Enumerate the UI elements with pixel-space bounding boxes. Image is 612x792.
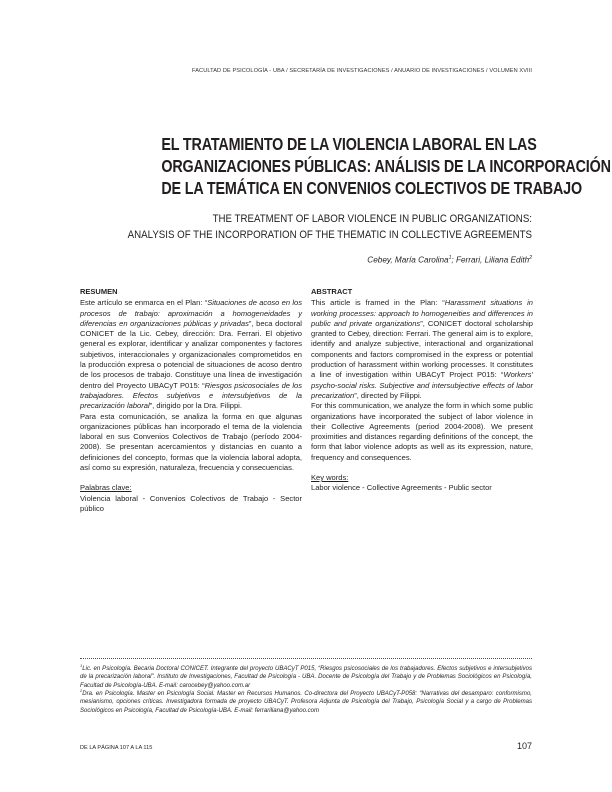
author-1-footnote-mark: 1 bbox=[448, 255, 452, 261]
author-2-footnote-mark: 2 bbox=[529, 255, 532, 261]
key-words: Labor violence - Collective Agreements - Public sector bbox=[311, 483, 492, 493]
title-en-line-2: ANALYSIS OF THE INCORPORATION OF THE THEMATIC IN COLLECTIVE AGREEMENTS bbox=[127, 229, 532, 241]
abstract-paragraph-2: For this communication, we analyze the form in which some public organizations have incorporated the subject of labor violence in their Collective Agreements (period 2004-2008). We present proximities and distances regarding definitions of the concept, the form that labor violence adopts as well as its expression, nature, frequency and consequences. bbox=[311, 401, 533, 462]
abstract-project-title: Workers' psycho-social risks. Subjective and intersubjective effects of labor precarization bbox=[311, 370, 533, 400]
resumen-heading: RESUMEN bbox=[80, 287, 118, 296]
resumen-p1-c: ”, beca doctoral CONICET de la Lic. Cebey, dirección: Dra. Ferrari. El objetivo general es explorar, identificar y analizar componentes y factores subjetivos, interaccionales y organizacionales comprometidos en la producción expresa o potencial de situaciones de acoso dentro de los procesos de trabajo. Constituye una línea de investigación dentro del Proyecto UBACyT P015: “ bbox=[80, 318, 302, 390]
title-english bbox=[126, 211, 532, 243]
footnote-2-mark: 2 bbox=[80, 688, 83, 693]
authors bbox=[367, 255, 532, 265]
palabras-clave: Violencia laboral - Convenios Colectivos de Trabajo - Sector público bbox=[80, 493, 302, 513]
title-es-line-1: EL TRATAMIENTO DE LA VIOLENCIA LABORAL EN LAS bbox=[161, 134, 537, 154]
title-es-line-3: DE LA TEMÁTICA EN CONVENIOS COLECTIVOS DE TRABAJO bbox=[161, 178, 582, 198]
footnote-1-text: Lic. en Psicología. Becaria Doctoral CONICET. Integrante del proyecto UBACyT P015, “Riesgos psicosociales de los trabajadores. Efectos subjetivos e intersubjetivos de la precarización laboral”. Instituto de Investigaciones, Facultad de Psicología - UBA. Docente de Psicología del Trabajo y de Problemas Sociológicos en Psicología, Facultad de Psicología-UBA. E-mail: carocebey@yahoo.com.ar bbox=[80, 666, 532, 689]
author-separator: ; bbox=[451, 255, 456, 265]
abstract-paragraph-1 bbox=[311, 298, 533, 401]
resumen-paragraph-1 bbox=[80, 298, 302, 411]
palabras-clave-label: Palabras clave: bbox=[80, 483, 132, 493]
abstract-plan-title: Harassment situations in working processes: approach to homogeneities and differences in public and private organizations bbox=[311, 298, 533, 328]
resumen-project-title: Riesgos psicosociales de los trabajadores. Efectos subjetivos e intersubjetivos de la precarización laboral bbox=[80, 380, 303, 411]
footnote-divider bbox=[80, 658, 532, 659]
resumen-p1-e: ”, dirigido por la Dra. Filippi. bbox=[149, 401, 242, 411]
resumen-p1-a: Este artículo se enmarca en el Plan: “ bbox=[80, 298, 208, 308]
page-range-footer: DE LA PÁGINA 107 A LA 115 bbox=[80, 745, 153, 751]
title-spanish bbox=[161, 133, 611, 199]
abstract-heading: ABSTRACT bbox=[311, 287, 353, 296]
page-number: 107 bbox=[516, 741, 532, 751]
footnote-2-text: Dra. en Psicología. Master en Psicología Social. Master en Recursos Humanos. Co-directora del Proyecto UBACyT-P058: “Narrativas del desamparo: conformismo, mesianismo, opciones críticas. Investigadora formada de proyecto UBACyT. Profesora Adjunta de Psicología del Trabajo, Psicología Social y a cargo de Problemas Sociológicos en Psicología, Facultad de Psicología-UBA. E-mail: ferrariliana@yahoo.com bbox=[80, 691, 532, 714]
title-es-line-2: ORGANIZACIONES PÚBLICAS: ANÁLISIS DE LA INCORPORACIÓN bbox=[161, 156, 611, 176]
author-2: Ferrari, Liliana Edith bbox=[455, 255, 530, 265]
title-en-line-1: THE TREATMENT OF LABOR VIOLENCE IN PUBLIC ORGANIZATIONS: bbox=[212, 213, 532, 225]
resumen-column bbox=[80, 287, 302, 514]
resumen-plan-title: Situaciones de acoso en los procesos de trabajo: aproximación a homogeneidades y diferencias en organizaciones públicas y privadas bbox=[80, 298, 303, 328]
abstract-p1-e: ”, directed by Filippi. bbox=[354, 390, 422, 400]
abstract-p1-c: ”, CONICET doctoral scholarship granted to Cebey, direction: Ferrari. The general aim is to explore, identify and analyze subjective, interactional and organizational components and factors compromised in the express or potential production of harassment within working processes. It constitutes a line of investigation within UBACyT Project P015: “ bbox=[311, 318, 533, 380]
footnote-2 bbox=[80, 687, 532, 715]
author-1: Cebey, María Carolina bbox=[367, 255, 449, 265]
footnote-1-mark: 1 bbox=[80, 663, 83, 668]
footnote-1 bbox=[80, 662, 532, 690]
resumen-paragraph-2: Para esta comunicación, se analiza la forma en que algunas organizaciones públicas han incorporado el tema de la violencia laboral en sus Convenios Colectivos de Trabajo (período 2004-2008). Se presentan acercamientos y distancias en cuanto a definiciones del concepto, formas que la violencia laboral adopta, así como su expresión, naturaleza, frecuencia y consecuencias. bbox=[80, 411, 302, 473]
running-head: FACULTAD DE PSICOLOGÍA - UBA / SECRETARÍA DE INVESTIGACIONES / ANUARIO DE INVESTIGACIONES / VOLUMEN XVIII bbox=[192, 68, 532, 74]
abstract-column bbox=[311, 287, 533, 494]
key-words-label: Key words: bbox=[311, 473, 349, 483]
abstract-p1-a: This article is framed in the Plan: “ bbox=[311, 298, 445, 308]
